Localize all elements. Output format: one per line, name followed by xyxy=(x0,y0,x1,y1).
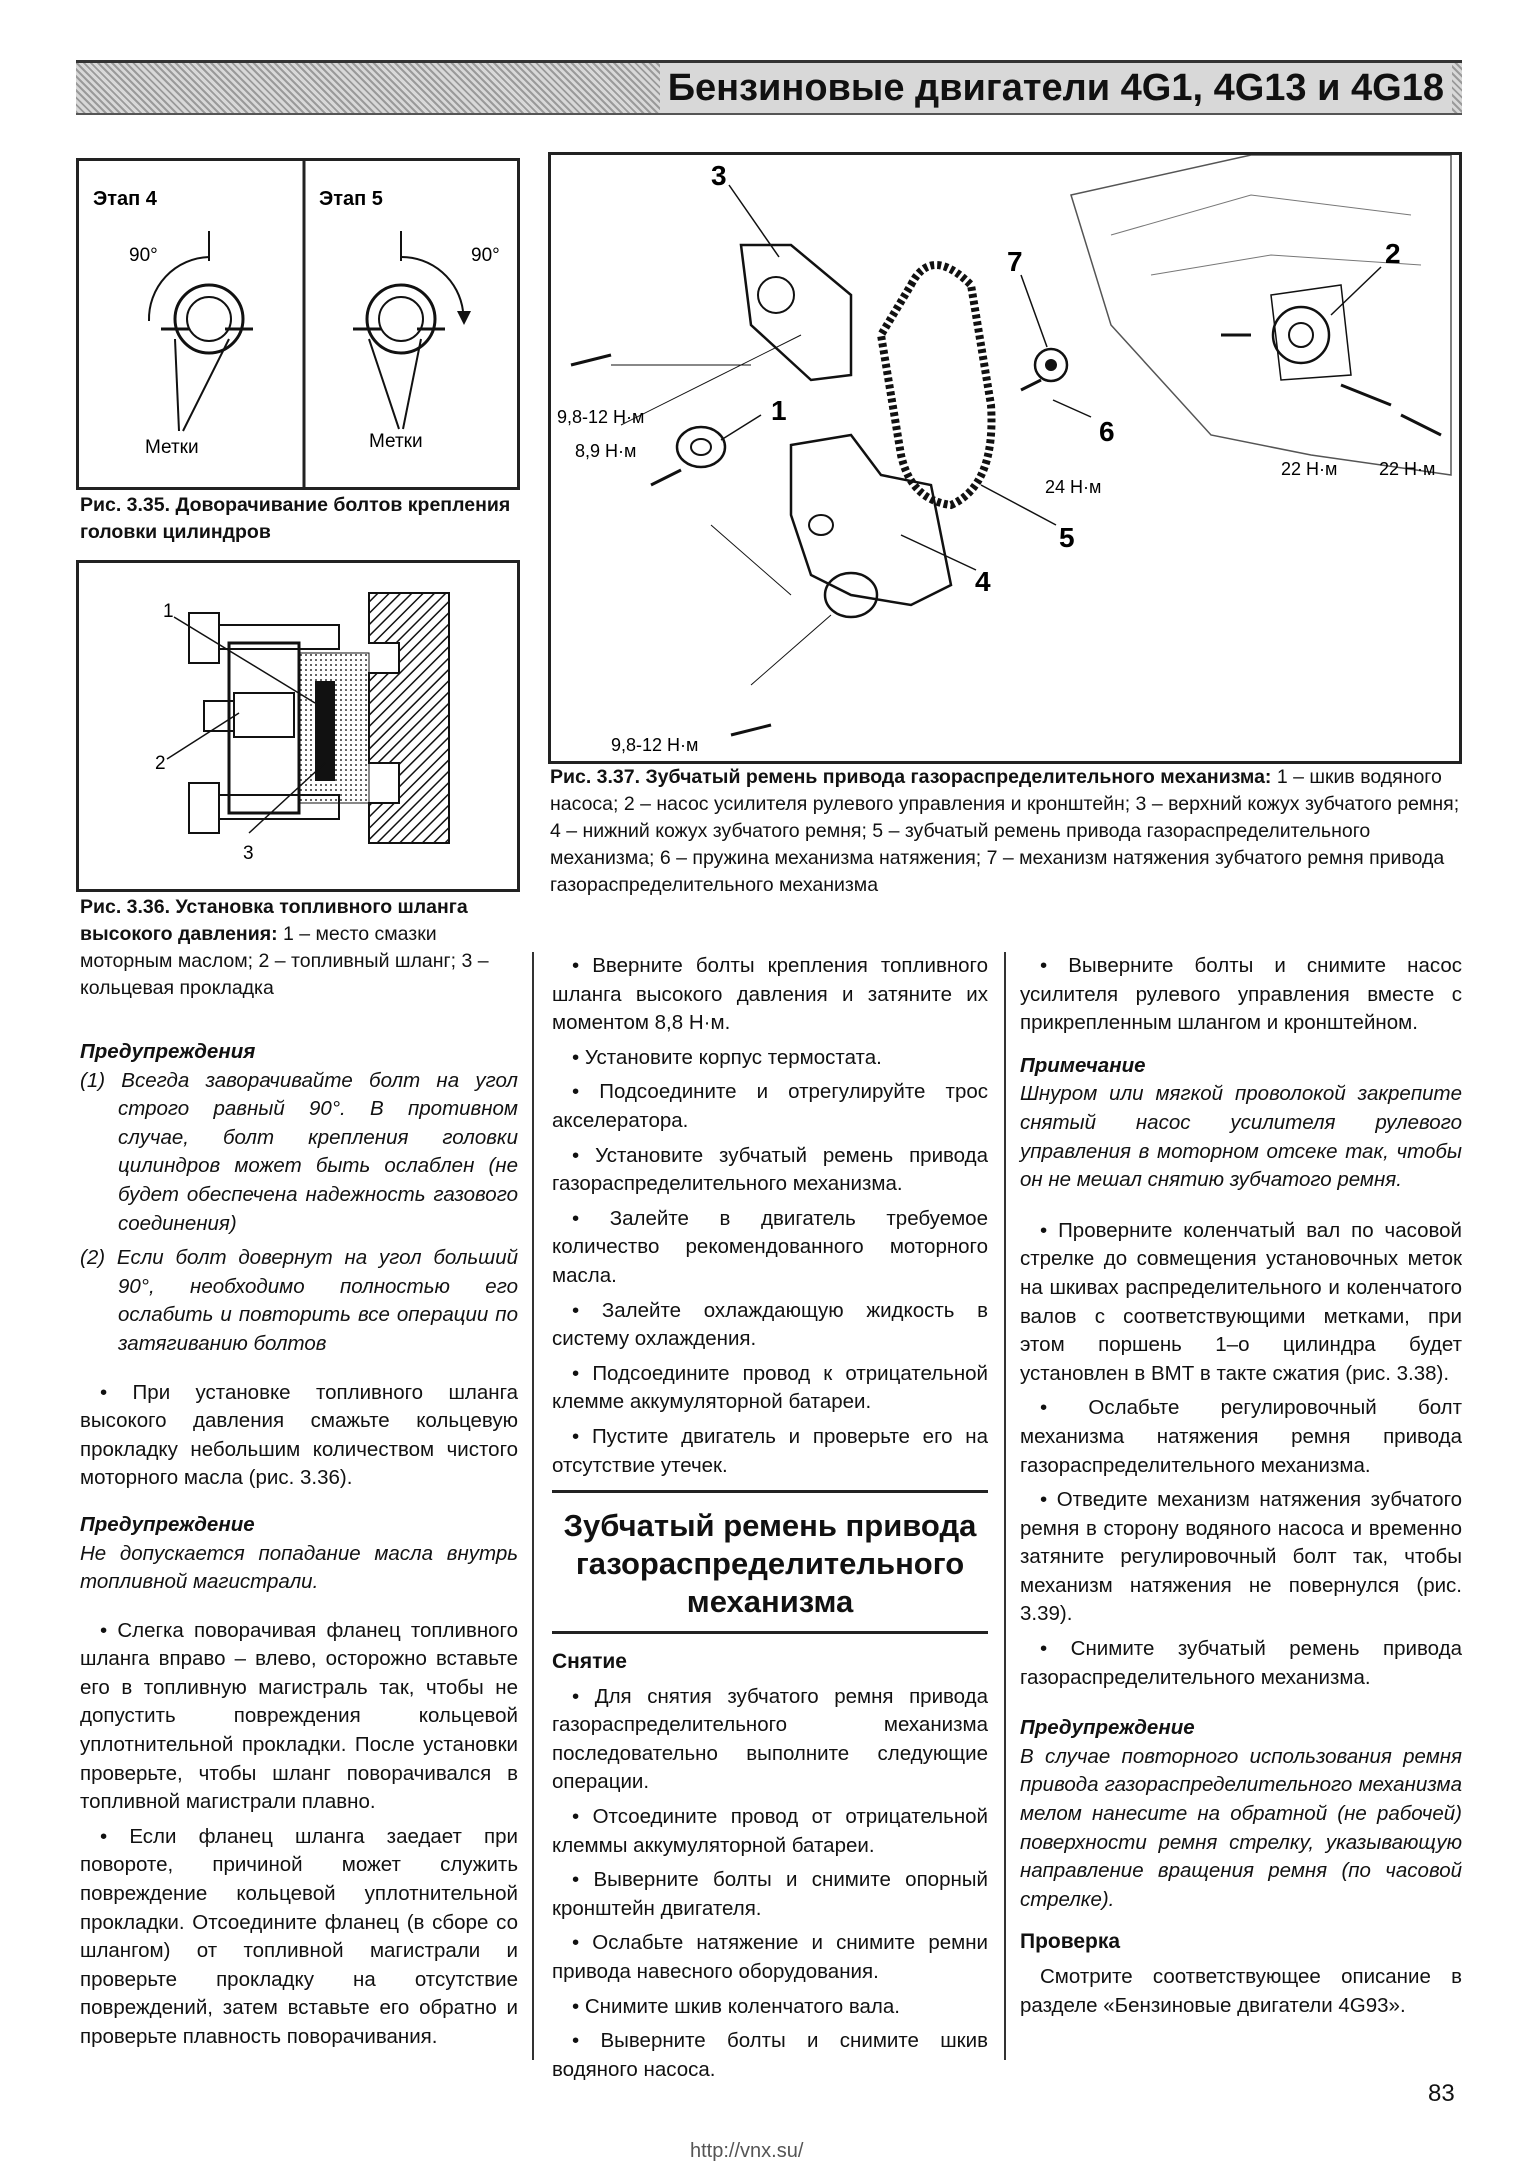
fig337-callout-3: 3 xyxy=(711,160,727,191)
column-1 xyxy=(80,1028,518,2058)
removal-step-3: • Выверните болты и снимите опорный кронштейн двигателя. xyxy=(552,1868,988,1920)
section-title: Зубчатый ремень привода газораспределительного механизма xyxy=(552,1490,988,1634)
fig337-torque-f: 9,8-12 Н·м xyxy=(611,735,699,755)
marks-left-label: Метки xyxy=(145,437,199,458)
fig337-callout-2: 2 xyxy=(1385,238,1401,269)
figure-3-35-caption-text: Рис. 3.35. Доворачивание болтов крепления головки цилиндров xyxy=(80,494,511,543)
figure-3-35-drawing xyxy=(79,161,517,487)
warning-item-1: (1) Всегда заворачивайте болт на угол строго равный 90°. В противном случае, болт крепления головки цилиндров может быть ослаблен (не будет обеспечена надежность газового соединения) xyxy=(80,1068,518,1235)
col1-paragraph-3: • Если фланец шланга заедает при повороте, причиной может служить повреждение кольцевой уплотнительной прокладки. Отсоедините фланец (в сборе со шлангом) от топливной магистрали и проверьте прокладку на отсутствие повреждений, затем вставьте его обратно и проверьте плавность поворачивания. xyxy=(80,1824,518,2048)
figure-3-36-caption-rest: 1 – место смазки моторным маслом; 2 – топливный шланг; 3 – кольцевая прокладка xyxy=(80,923,489,999)
stage5-label: Этап 5 xyxy=(319,188,383,210)
col1-paragraph-1: • При установке топливного шланга высокого давления смажьте кольцевую прокладку небольшим количеством чистого моторного масла (рис. 3.36). xyxy=(80,1380,518,1490)
col2-paragraph-8: • Пустите двигатель и проверьте его на отсутствие утечек. xyxy=(552,1424,988,1477)
figure-3-36-caption xyxy=(80,894,514,1002)
fig337-torque-c: 24 Н·м xyxy=(1045,477,1102,497)
fig337-torque-d: 22 Н·м xyxy=(1281,459,1338,479)
col3-warning-text: В случае повторного использования ремня привода газораспределительного механизма мелом нанесите на обратной (не рабочей) поверхности ремня стрелку, указывающую направление вращения ремня (по часовой стрелке). xyxy=(1020,1744,1462,1911)
fig337-torque-b: 8,9 Н·м xyxy=(575,441,637,461)
col3-paragraph-5: • Снимите зубчатый ремень привода газораспределительного механизма. xyxy=(1020,1637,1462,1689)
fig337-torque-e: 22 Н·м xyxy=(1379,459,1436,479)
figure-3-37 xyxy=(548,152,1462,764)
fig337-torque-a: 9,8-12 Н·м xyxy=(557,407,645,427)
column-3 xyxy=(1020,952,1462,2026)
fig337-callout-6: 6 xyxy=(1099,416,1115,447)
note-title: Примечание xyxy=(1020,1053,1146,1077)
marks-right-label: Метки xyxy=(369,431,423,452)
col1-paragraph-2: • Слегка поворачивая фланец топливного шланга вправо – влево, осторожно вставьте его в топливную магистраль так, чтобы не допустить повреждения кольцевой уплотнительной прокладки. После установки проверьте, чтобы шланг поворачивался в топливной магистрали плавно. xyxy=(80,1618,518,1814)
column-divider-2 xyxy=(1004,952,1006,2060)
col2-paragraph-2: • Установите корпус термостата. xyxy=(572,1045,882,1069)
col2-paragraph-4: • Установите зубчатый ремень привода газораспределительного механизма. xyxy=(552,1143,988,1196)
figure-3-37-caption-bold: Рис. 3.37. Зубчатый ремень привода газораспределительного механизма: xyxy=(550,766,1272,788)
removal-step-5: • Снимите шкив коленчатого вала. xyxy=(572,1994,900,2018)
fig337-callout-7: 7 xyxy=(1007,246,1023,277)
col2-paragraph-3: • Подсоедините и отрегулируйте трос акселератора. xyxy=(552,1080,988,1132)
note-text: Шнуром или мягкой проволокой закрепите снятый насос усилителя рулевого управления в моторном отсеке так, чтобы он не мешал снятию зубчатого ремня. xyxy=(1020,1082,1462,1192)
figure-3-36-caption-bold: Рис. 3.36. Установка топливного шланга высокого давления: xyxy=(80,896,468,945)
col3-paragraph-1: • Выверните болты и снимите насос усилителя рулевого управления вместе с прикрепленным шлангом и кронштейном. xyxy=(1020,954,1462,1035)
page-number: 83 xyxy=(1428,2080,1455,2107)
subheading-removal: Снятие xyxy=(552,1650,627,1674)
figure-3-35 xyxy=(76,158,520,490)
removal-step-6: • Выверните болты и снимите шкив водяного насоса. xyxy=(552,2029,988,2081)
figure-3-36 xyxy=(76,560,520,892)
angle-right-label: 90° xyxy=(471,245,500,266)
warning-text-2: Не допускается попадание масла внутрь топливной магистрали. xyxy=(80,1541,518,1594)
col2-paragraph-1: • Вверните болты крепления топливного шланга высокого давления и затяните их моментом 8,8 Н·м. xyxy=(552,954,988,1035)
col2-paragraph-7: • Подсоедините провод к отрицательной клемме аккумуляторной батареи. xyxy=(552,1361,988,1414)
removal-step-4: • Ослабьте натяжение и снимите ремни привода навесного оборудования. xyxy=(552,1931,988,1984)
angle-left-label: 90° xyxy=(129,245,158,266)
figure-3-35-caption xyxy=(80,492,514,546)
col2-paragraph-6: • Залейте охлаждающую жидкость в систему охлаждения. xyxy=(552,1298,988,1351)
removal-step-1: • Для снятия зубчатого ремня привода газораспределительного механизма последовательно выполните следующие операции. xyxy=(552,1684,988,1794)
fig337-callout-4: 4 xyxy=(975,566,991,597)
removal-step-2: • Отсоедините провод от отрицательной клеммы аккумуляторной батареи. xyxy=(552,1805,988,1857)
fig336-label-1: 1 xyxy=(163,601,174,622)
col3-paragraph-3: • Ослабьте регулировочный болт механизма натяжения ремня привода газораспределительного механизма. xyxy=(1020,1396,1462,1477)
figure-3-36-drawing xyxy=(79,563,517,889)
fig337-callout-1: 1 xyxy=(771,395,787,426)
check-text: Смотрите соответствующее описание в разделе «Бензиновые двигатели 4G93». xyxy=(1020,1965,1462,2017)
col2-paragraph-5: • Залейте в двигатель требуемое количество рекомендованного моторного масла. xyxy=(552,1206,988,1287)
warning-item-2: (2) Если болт довернут на угол больший 90°, необходимо полностью его ослабить и повторить все операции по затягиванию болтов xyxy=(80,1246,518,1355)
fig337-callout-5: 5 xyxy=(1059,522,1075,553)
footer-url[interactable]: http://vnx.su/ xyxy=(690,2140,804,2162)
page-header xyxy=(76,60,1462,115)
figure-3-37-drawing xyxy=(551,155,1459,761)
column-divider-1 xyxy=(532,952,534,2060)
warnings-title: Предупреждения xyxy=(80,1040,256,1063)
stage4-label: Этап 4 xyxy=(93,188,157,210)
col3-paragraph-4: • Отведите механизм натяжения зубчатого ремня в сторону водяного насоса и временно затяните регулировочный болт так, чтобы механизм натяжения не повернулся (рис. 3.39). xyxy=(1020,1488,1462,1626)
col3-warning-title: Предупреждение xyxy=(1020,1716,1195,1740)
subheading-check: Проверка xyxy=(1020,1930,1121,1954)
figure-3-37-caption-rest: 1 – шкив водяного насоса; 2 – насос усилителя рулевого управления и кронштейн; 3 – верхний кожух зубчатого ремня; 4 – нижний кожух зубчатого ремня; 5 – зубчатый ремень привода газораспределительного механизма; 6 – пружина механизма натяжения; 7 – механизм натяжения зубчатого ремня привода газораспределительного механизма xyxy=(550,766,1460,896)
warning-title-2: Предупреждение xyxy=(80,1512,255,1536)
col3-paragraph-2: • Проверните коленчатый вал по часовой стрелке до совмещения установочных меток на шкивах распределительного и коленчатого валов с соответствующими метками, при этом поршень 1–о цилиндра будет установлен в ВМТ в такте сжатия (рис. 3.38). xyxy=(1020,1218,1462,1385)
fig336-label-2: 2 xyxy=(155,753,166,774)
page-header-title: Бензиновые двигатели 4G1, 4G13 и 4G18 xyxy=(660,63,1452,113)
fig336-label-3: 3 xyxy=(243,843,254,864)
figure-3-37-caption xyxy=(550,764,1460,899)
column-2 xyxy=(552,952,988,2090)
